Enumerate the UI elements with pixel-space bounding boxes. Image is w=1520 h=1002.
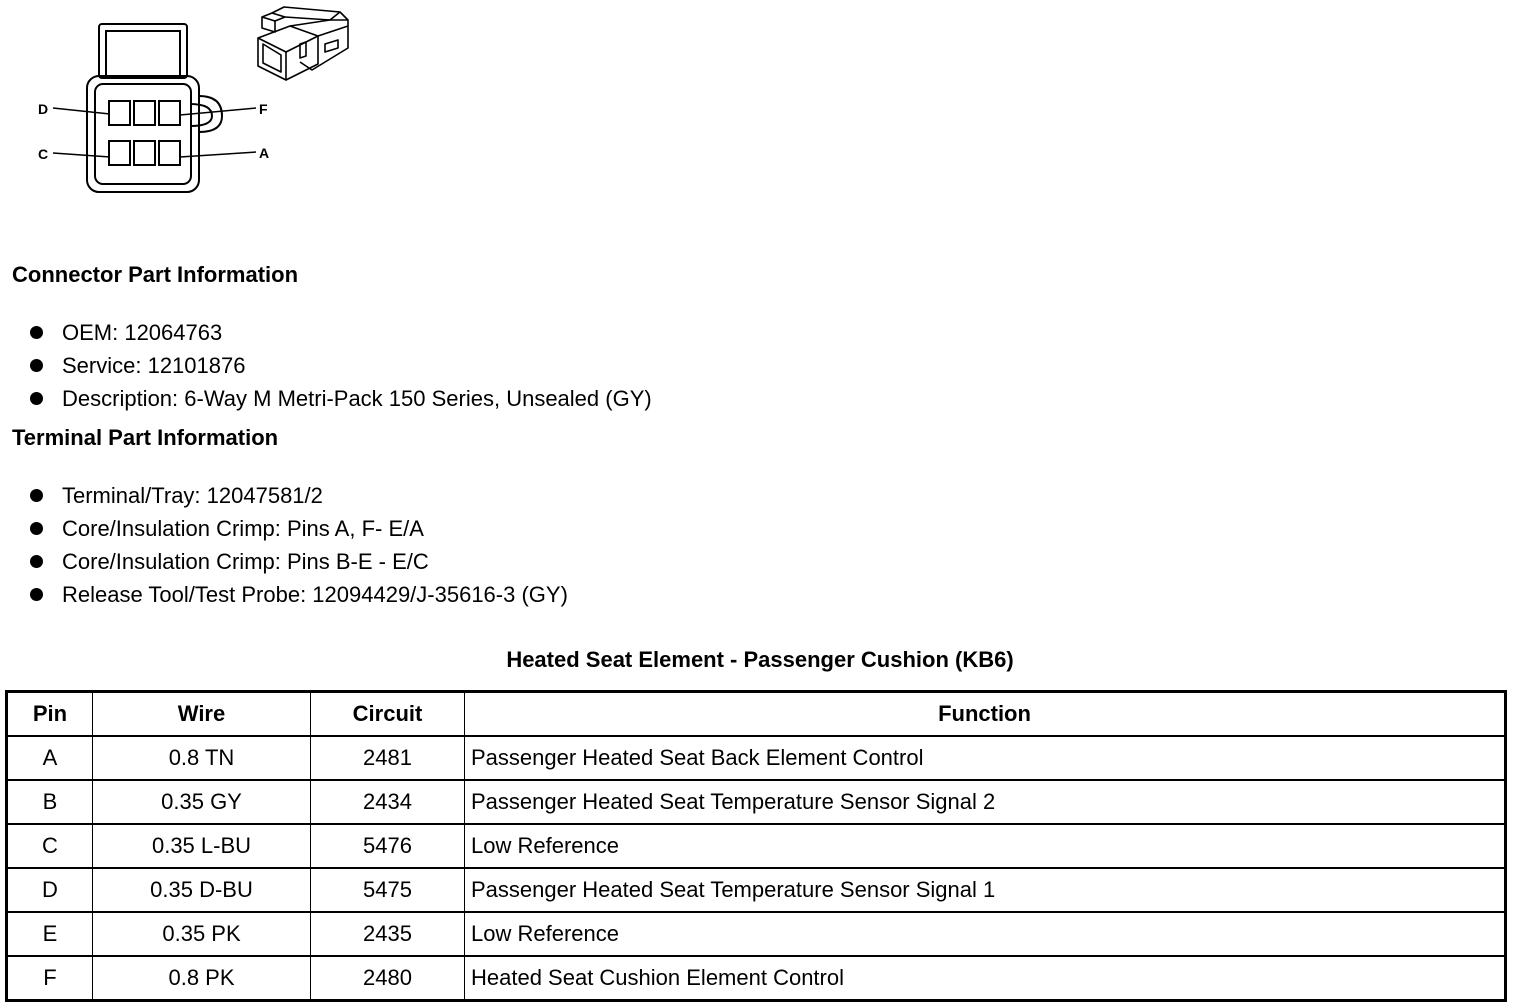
column-header-pin: Pin <box>7 692 93 737</box>
cell-wire: 0.8 TN <box>93 736 311 780</box>
bullet-icon <box>30 522 43 535</box>
bullet-icon <box>30 359 43 372</box>
column-header-circuit: Circuit <box>311 692 465 737</box>
cell-circuit: 2481 <box>311 736 465 780</box>
connector-diagram <box>0 0 380 210</box>
list-item <box>28 382 652 415</box>
pin-label-c: C <box>38 146 49 162</box>
table-row <box>7 868 1506 912</box>
list-item <box>28 545 568 578</box>
table-header-row <box>7 692 1506 737</box>
cell-circuit: 2435 <box>311 912 465 956</box>
cell-pin: A <box>7 736 93 780</box>
bullet-icon <box>30 392 43 405</box>
pin-label-d: D <box>38 101 49 117</box>
pin-table <box>5 690 1507 1002</box>
list-item-text: Terminal/Tray: 12047581/2 <box>62 483 323 508</box>
connector-part-info-heading: Connector Part Information <box>12 262 299 287</box>
cell-pin: F <box>7 956 93 1001</box>
table-row <box>7 736 1506 780</box>
connector-part-info-list <box>28 316 652 415</box>
bullet-icon <box>30 555 43 568</box>
list-item-text: OEM: 12064763 <box>62 320 223 345</box>
cell-function: Low Reference <box>465 912 1506 956</box>
cell-function: Low Reference <box>465 824 1506 868</box>
pin-label-f: F <box>259 101 268 117</box>
connector-face-view <box>53 24 256 192</box>
table-title: Heated Seat Element - Passenger Cushion (KB6) <box>506 647 1014 672</box>
cell-circuit: 2434 <box>311 780 465 824</box>
cell-function: Passenger Heated Seat Back Element Control <box>465 736 1506 780</box>
list-item <box>28 479 568 512</box>
cell-circuit: 5476 <box>311 824 465 868</box>
cell-wire: 0.35 PK <box>93 912 311 956</box>
column-header-wire: Wire <box>93 692 311 737</box>
cell-function: Passenger Heated Seat Temperature Sensor Signal 2 <box>465 780 1506 824</box>
pin-label-a: A <box>259 145 270 161</box>
column-header-function: Function <box>465 692 1506 737</box>
cell-pin: E <box>7 912 93 956</box>
cell-function: Heated Seat Cushion Element Control <box>465 956 1506 1001</box>
terminal-part-info-list <box>28 479 568 611</box>
list-item <box>28 316 652 349</box>
list-item-text: Core/Insulation Crimp: Pins B-E - E/C <box>62 549 429 574</box>
connector-isometric-view <box>258 7 348 80</box>
cell-function: Passenger Heated Seat Temperature Sensor Signal 1 <box>465 868 1506 912</box>
cell-wire: 0.35 L-BU <box>93 824 311 868</box>
table-row <box>7 824 1506 868</box>
list-item-text: Service: 12101876 <box>62 353 246 378</box>
list-item-text: Release Tool/Test Probe: 12094429/J-35616-3 (GY) <box>62 582 568 607</box>
cell-pin: B <box>7 780 93 824</box>
cell-wire: 0.35 D-BU <box>93 868 311 912</box>
terminal-part-info-heading: Terminal Part Information <box>12 425 279 450</box>
cell-wire: 0.8 PK <box>93 956 311 1001</box>
bullet-icon <box>30 588 43 601</box>
cell-circuit: 5475 <box>311 868 465 912</box>
list-item-text: Description: 6-Way M Metri-Pack 150 Series, Unsealed (GY) <box>62 386 652 411</box>
list-item <box>28 578 568 611</box>
cell-pin: C <box>7 824 93 868</box>
list-item <box>28 349 652 382</box>
cell-pin: D <box>7 868 93 912</box>
cell-circuit: 2480 <box>311 956 465 1001</box>
list-item <box>28 512 568 545</box>
bullet-icon <box>30 326 43 339</box>
bullet-icon <box>30 489 43 502</box>
table-row <box>7 780 1506 824</box>
list-item-text: Core/Insulation Crimp: Pins A, F- E/A <box>62 516 424 541</box>
table-row <box>7 912 1506 956</box>
cell-wire: 0.35 GY <box>93 780 311 824</box>
table-row <box>7 956 1506 1001</box>
